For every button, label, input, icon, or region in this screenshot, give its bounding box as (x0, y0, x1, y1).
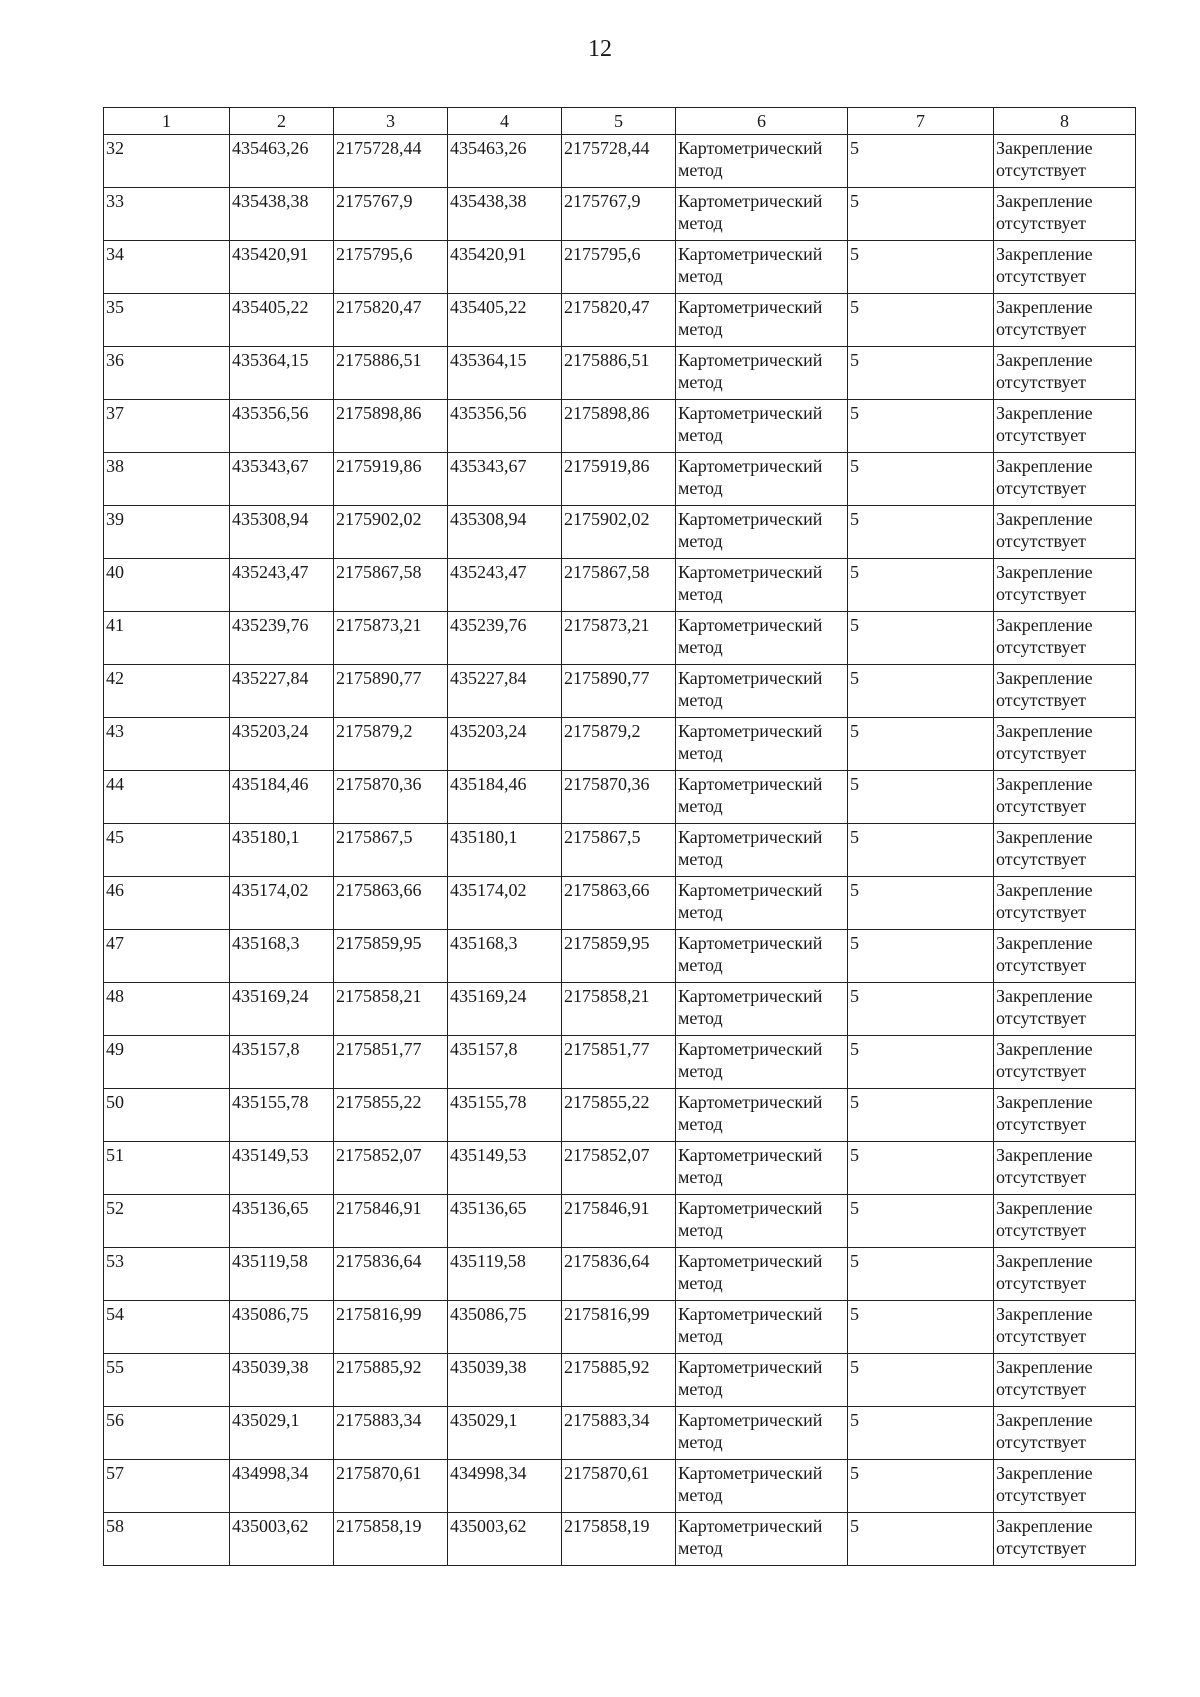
fixation-cell: Закрепление отсутствует (994, 135, 1136, 188)
x-coordinate-cell: 435174,02 (448, 877, 562, 930)
accuracy-cell: 5 (848, 1354, 994, 1407)
accuracy-cell: 5 (848, 1301, 994, 1354)
method-cell: Картометрический метод (676, 400, 848, 453)
accuracy-cell: 5 (848, 241, 994, 294)
method-cell: Картометрический метод (676, 1036, 848, 1089)
y-coordinate-cell: 2175867,58 (334, 559, 448, 612)
point-number-cell: 43 (104, 718, 230, 771)
fixation-cell: Закрепление отсутствует (994, 930, 1136, 983)
y-coordinate-cell: 2175919,86 (334, 453, 448, 506)
point-number-cell: 36 (104, 347, 230, 400)
y-coordinate-cell: 2175816,99 (562, 1301, 676, 1354)
x-coordinate-cell: 435155,78 (448, 1089, 562, 1142)
x-coordinate-cell: 435029,1 (448, 1407, 562, 1460)
table-row (104, 135, 1136, 188)
method-cell: Картометрический метод (676, 453, 848, 506)
point-number-cell: 52 (104, 1195, 230, 1248)
x-coordinate-cell: 435405,22 (448, 294, 562, 347)
column-header: 3 (334, 108, 448, 135)
coordinates-table (103, 107, 1136, 1566)
accuracy-cell: 5 (848, 665, 994, 718)
table-row (104, 1036, 1136, 1089)
fixation-cell: Закрепление отсутствует (994, 1089, 1136, 1142)
accuracy-cell: 5 (848, 930, 994, 983)
method-cell: Картометрический метод (676, 771, 848, 824)
point-number-cell: 53 (104, 1248, 230, 1301)
column-header: 2 (230, 108, 334, 135)
y-coordinate-cell: 2175879,2 (334, 718, 448, 771)
point-number-cell: 56 (104, 1407, 230, 1460)
fixation-cell: Закрепление отсутствует (994, 665, 1136, 718)
accuracy-cell: 5 (848, 1142, 994, 1195)
y-coordinate-cell: 2175728,44 (562, 135, 676, 188)
x-coordinate-cell: 435356,56 (230, 400, 334, 453)
y-coordinate-cell: 2175890,77 (562, 665, 676, 718)
y-coordinate-cell: 2175870,36 (334, 771, 448, 824)
y-coordinate-cell: 2175816,99 (334, 1301, 448, 1354)
table-row (104, 1460, 1136, 1513)
fixation-cell: Закрепление отсутствует (994, 1460, 1136, 1513)
column-header: 4 (448, 108, 562, 135)
point-number-cell: 41 (104, 612, 230, 665)
accuracy-cell: 5 (848, 771, 994, 824)
accuracy-cell: 5 (848, 506, 994, 559)
fixation-cell: Закрепление отсутствует (994, 1036, 1136, 1089)
x-coordinate-cell: 435364,15 (230, 347, 334, 400)
fixation-cell: Закрепление отсутствует (994, 188, 1136, 241)
method-cell: Картометрический метод (676, 877, 848, 930)
method-cell: Картометрический метод (676, 506, 848, 559)
method-cell: Картометрический метод (676, 1354, 848, 1407)
fixation-cell: Закрепление отсутствует (994, 1407, 1136, 1460)
table-row (104, 1513, 1136, 1566)
x-coordinate-cell: 435343,67 (230, 453, 334, 506)
x-coordinate-cell: 435119,58 (448, 1248, 562, 1301)
table-row (104, 930, 1136, 983)
accuracy-cell: 5 (848, 188, 994, 241)
accuracy-cell: 5 (848, 1248, 994, 1301)
point-number-cell: 51 (104, 1142, 230, 1195)
point-number-cell: 48 (104, 983, 230, 1036)
y-coordinate-cell: 2175885,92 (562, 1354, 676, 1407)
accuracy-cell: 5 (848, 1460, 994, 1513)
accuracy-cell: 5 (848, 453, 994, 506)
table-row (104, 771, 1136, 824)
column-header: 8 (994, 108, 1136, 135)
point-number-cell: 35 (104, 294, 230, 347)
fixation-cell: Закрепление отсутствует (994, 241, 1136, 294)
x-coordinate-cell: 435086,75 (448, 1301, 562, 1354)
table-row (104, 1089, 1136, 1142)
point-number-cell: 32 (104, 135, 230, 188)
accuracy-cell: 5 (848, 135, 994, 188)
table-row (104, 877, 1136, 930)
accuracy-cell: 5 (848, 1513, 994, 1566)
x-coordinate-cell: 435343,67 (448, 453, 562, 506)
y-coordinate-cell: 2175852,07 (334, 1142, 448, 1195)
table-row (104, 347, 1136, 400)
y-coordinate-cell: 2175795,6 (562, 241, 676, 294)
x-coordinate-cell: 435180,1 (230, 824, 334, 877)
fixation-cell: Закрепление отсутствует (994, 983, 1136, 1036)
x-coordinate-cell: 435463,26 (448, 135, 562, 188)
accuracy-cell: 5 (848, 824, 994, 877)
x-coordinate-cell: 435155,78 (230, 1089, 334, 1142)
x-coordinate-cell: 435356,56 (448, 400, 562, 453)
y-coordinate-cell: 2175867,58 (562, 559, 676, 612)
y-coordinate-cell: 2175863,66 (562, 877, 676, 930)
header-row (104, 108, 1136, 135)
x-coordinate-cell: 435029,1 (230, 1407, 334, 1460)
x-coordinate-cell: 435243,47 (230, 559, 334, 612)
y-coordinate-cell: 2175846,91 (562, 1195, 676, 1248)
y-coordinate-cell: 2175898,86 (562, 400, 676, 453)
accuracy-cell: 5 (848, 559, 994, 612)
table-row (104, 506, 1136, 559)
x-coordinate-cell: 435003,62 (448, 1513, 562, 1566)
x-coordinate-cell: 435420,91 (448, 241, 562, 294)
fixation-cell: Закрепление отсутствует (994, 612, 1136, 665)
point-number-cell: 37 (104, 400, 230, 453)
point-number-cell: 50 (104, 1089, 230, 1142)
table-row (104, 665, 1136, 718)
y-coordinate-cell: 2175919,86 (562, 453, 676, 506)
accuracy-cell: 5 (848, 400, 994, 453)
x-coordinate-cell: 435364,15 (448, 347, 562, 400)
method-cell: Картометрический метод (676, 559, 848, 612)
method-cell: Картометрический метод (676, 612, 848, 665)
fixation-cell: Закрепление отсутствует (994, 1142, 1136, 1195)
x-coordinate-cell: 435308,94 (230, 506, 334, 559)
fixation-cell: Закрепление отсутствует (994, 877, 1136, 930)
x-coordinate-cell: 435136,65 (230, 1195, 334, 1248)
point-number-cell: 47 (104, 930, 230, 983)
x-coordinate-cell: 434998,34 (448, 1460, 562, 1513)
x-coordinate-cell: 435184,46 (448, 771, 562, 824)
x-coordinate-cell: 435169,24 (230, 983, 334, 1036)
point-number-cell: 54 (104, 1301, 230, 1354)
y-coordinate-cell: 2175859,95 (334, 930, 448, 983)
table-body (104, 135, 1136, 1566)
accuracy-cell: 5 (848, 294, 994, 347)
accuracy-cell: 5 (848, 718, 994, 771)
x-coordinate-cell: 435168,3 (230, 930, 334, 983)
x-coordinate-cell: 435184,46 (230, 771, 334, 824)
accuracy-cell: 5 (848, 347, 994, 400)
method-cell: Картометрический метод (676, 347, 848, 400)
y-coordinate-cell: 2175873,21 (334, 612, 448, 665)
accuracy-cell: 5 (848, 983, 994, 1036)
method-cell: Картометрический метод (676, 1460, 848, 1513)
fixation-cell: Закрепление отсутствует (994, 718, 1136, 771)
column-header: 7 (848, 108, 994, 135)
table-row (104, 1301, 1136, 1354)
method-cell: Картометрический метод (676, 1301, 848, 1354)
fixation-cell: Закрепление отсутствует (994, 1354, 1136, 1407)
x-coordinate-cell: 435405,22 (230, 294, 334, 347)
y-coordinate-cell: 2175870,61 (562, 1460, 676, 1513)
x-coordinate-cell: 435227,84 (230, 665, 334, 718)
y-coordinate-cell: 2175886,51 (562, 347, 676, 400)
table-row (104, 983, 1136, 1036)
x-coordinate-cell: 435149,53 (230, 1142, 334, 1195)
point-number-cell: 55 (104, 1354, 230, 1407)
x-coordinate-cell: 435003,62 (230, 1513, 334, 1566)
fixation-cell: Закрепление отсутствует (994, 1301, 1136, 1354)
y-coordinate-cell: 2175836,64 (334, 1248, 448, 1301)
y-coordinate-cell: 2175883,34 (334, 1407, 448, 1460)
x-coordinate-cell: 435227,84 (448, 665, 562, 718)
table-row (104, 241, 1136, 294)
table-row (104, 612, 1136, 665)
y-coordinate-cell: 2175820,47 (562, 294, 676, 347)
accuracy-cell: 5 (848, 1407, 994, 1460)
table-row (104, 1195, 1136, 1248)
table-row (104, 1142, 1136, 1195)
y-coordinate-cell: 2175820,47 (334, 294, 448, 347)
y-coordinate-cell: 2175873,21 (562, 612, 676, 665)
x-coordinate-cell: 435168,3 (448, 930, 562, 983)
y-coordinate-cell: 2175851,77 (562, 1036, 676, 1089)
method-cell: Картометрический метод (676, 1089, 848, 1142)
point-number-cell: 33 (104, 188, 230, 241)
fixation-cell: Закрепление отсутствует (994, 559, 1136, 612)
y-coordinate-cell: 2175852,07 (562, 1142, 676, 1195)
column-header: 1 (104, 108, 230, 135)
x-coordinate-cell: 435174,02 (230, 877, 334, 930)
y-coordinate-cell: 2175867,5 (334, 824, 448, 877)
column-header: 6 (676, 108, 848, 135)
x-coordinate-cell: 435243,47 (448, 559, 562, 612)
y-coordinate-cell: 2175836,64 (562, 1248, 676, 1301)
accuracy-cell: 5 (848, 877, 994, 930)
x-coordinate-cell: 435119,58 (230, 1248, 334, 1301)
point-number-cell: 49 (104, 1036, 230, 1089)
y-coordinate-cell: 2175863,66 (334, 877, 448, 930)
x-coordinate-cell: 435136,65 (448, 1195, 562, 1248)
x-coordinate-cell: 435438,38 (230, 188, 334, 241)
x-coordinate-cell: 435157,8 (230, 1036, 334, 1089)
accuracy-cell: 5 (848, 612, 994, 665)
column-header: 5 (562, 108, 676, 135)
x-coordinate-cell: 435239,76 (230, 612, 334, 665)
accuracy-cell: 5 (848, 1195, 994, 1248)
y-coordinate-cell: 2175855,22 (334, 1089, 448, 1142)
y-coordinate-cell: 2175859,95 (562, 930, 676, 983)
y-coordinate-cell: 2175883,34 (562, 1407, 676, 1460)
y-coordinate-cell: 2175870,61 (334, 1460, 448, 1513)
y-coordinate-cell: 2175855,22 (562, 1089, 676, 1142)
table-row (104, 1248, 1136, 1301)
point-number-cell: 40 (104, 559, 230, 612)
fixation-cell: Закрепление отсутствует (994, 506, 1136, 559)
point-number-cell: 42 (104, 665, 230, 718)
point-number-cell: 44 (104, 771, 230, 824)
point-number-cell: 57 (104, 1460, 230, 1513)
y-coordinate-cell: 2175886,51 (334, 347, 448, 400)
x-coordinate-cell: 435039,38 (230, 1354, 334, 1407)
point-number-cell: 38 (104, 453, 230, 506)
x-coordinate-cell: 435420,91 (230, 241, 334, 294)
y-coordinate-cell: 2175902,02 (562, 506, 676, 559)
point-number-cell: 34 (104, 241, 230, 294)
x-coordinate-cell: 435203,24 (230, 718, 334, 771)
method-cell: Картометрический метод (676, 241, 848, 294)
y-coordinate-cell: 2175898,86 (334, 400, 448, 453)
x-coordinate-cell: 435149,53 (448, 1142, 562, 1195)
method-cell: Картометрический метод (676, 930, 848, 983)
fixation-cell: Закрепление отсутствует (994, 347, 1136, 400)
page-number: 12 (588, 36, 612, 62)
x-coordinate-cell: 435438,38 (448, 188, 562, 241)
y-coordinate-cell: 2175858,19 (334, 1513, 448, 1566)
method-cell: Картометрический метод (676, 1513, 848, 1566)
method-cell: Картометрический метод (676, 1195, 848, 1248)
point-number-cell: 39 (104, 506, 230, 559)
y-coordinate-cell: 2175885,92 (334, 1354, 448, 1407)
table-row (104, 294, 1136, 347)
x-coordinate-cell: 435463,26 (230, 135, 334, 188)
y-coordinate-cell: 2175879,2 (562, 718, 676, 771)
table-row (104, 1354, 1136, 1407)
x-coordinate-cell: 435086,75 (230, 1301, 334, 1354)
fixation-cell: Закрепление отсутствует (994, 1195, 1136, 1248)
point-number-cell: 45 (104, 824, 230, 877)
method-cell: Картометрический метод (676, 188, 848, 241)
table-row (104, 188, 1136, 241)
x-coordinate-cell: 435157,8 (448, 1036, 562, 1089)
y-coordinate-cell: 2175846,91 (334, 1195, 448, 1248)
table-row (104, 1407, 1136, 1460)
method-cell: Картометрический метод (676, 294, 848, 347)
accuracy-cell: 5 (848, 1089, 994, 1142)
y-coordinate-cell: 2175902,02 (334, 506, 448, 559)
x-coordinate-cell: 435239,76 (448, 612, 562, 665)
y-coordinate-cell: 2175858,21 (334, 983, 448, 1036)
fixation-cell: Закрепление отсутствует (994, 771, 1136, 824)
x-coordinate-cell: 435180,1 (448, 824, 562, 877)
fixation-cell: Закрепление отсутствует (994, 1248, 1136, 1301)
method-cell: Картометрический метод (676, 135, 848, 188)
table-row (104, 400, 1136, 453)
y-coordinate-cell: 2175867,5 (562, 824, 676, 877)
fixation-cell: Закрепление отсутствует (994, 1513, 1136, 1566)
x-coordinate-cell: 435203,24 (448, 718, 562, 771)
method-cell: Картометрический метод (676, 1142, 848, 1195)
fixation-cell: Закрепление отсутствует (994, 294, 1136, 347)
fixation-cell: Закрепление отсутствует (994, 400, 1136, 453)
y-coordinate-cell: 2175851,77 (334, 1036, 448, 1089)
y-coordinate-cell: 2175795,6 (334, 241, 448, 294)
table-row (104, 718, 1136, 771)
x-coordinate-cell: 434998,34 (230, 1460, 334, 1513)
y-coordinate-cell: 2175890,77 (334, 665, 448, 718)
y-coordinate-cell: 2175870,36 (562, 771, 676, 824)
fixation-cell: Закрепление отсутствует (994, 824, 1136, 877)
fixation-cell: Закрепление отсутствует (994, 453, 1136, 506)
method-cell: Картометрический метод (676, 1407, 848, 1460)
y-coordinate-cell: 2175858,21 (562, 983, 676, 1036)
method-cell: Картометрический метод (676, 1248, 848, 1301)
method-cell: Картометрический метод (676, 983, 848, 1036)
table-row (104, 559, 1136, 612)
x-coordinate-cell: 435039,38 (448, 1354, 562, 1407)
x-coordinate-cell: 435169,24 (448, 983, 562, 1036)
method-cell: Картометрический метод (676, 718, 848, 771)
y-coordinate-cell: 2175728,44 (334, 135, 448, 188)
table-row (104, 453, 1136, 506)
y-coordinate-cell: 2175858,19 (562, 1513, 676, 1566)
accuracy-cell: 5 (848, 1036, 994, 1089)
method-cell: Картометрический метод (676, 824, 848, 877)
x-coordinate-cell: 435308,94 (448, 506, 562, 559)
y-coordinate-cell: 2175767,9 (562, 188, 676, 241)
point-number-cell: 46 (104, 877, 230, 930)
point-number-cell: 58 (104, 1513, 230, 1566)
method-cell: Картометрический метод (676, 665, 848, 718)
table-row (104, 824, 1136, 877)
y-coordinate-cell: 2175767,9 (334, 188, 448, 241)
